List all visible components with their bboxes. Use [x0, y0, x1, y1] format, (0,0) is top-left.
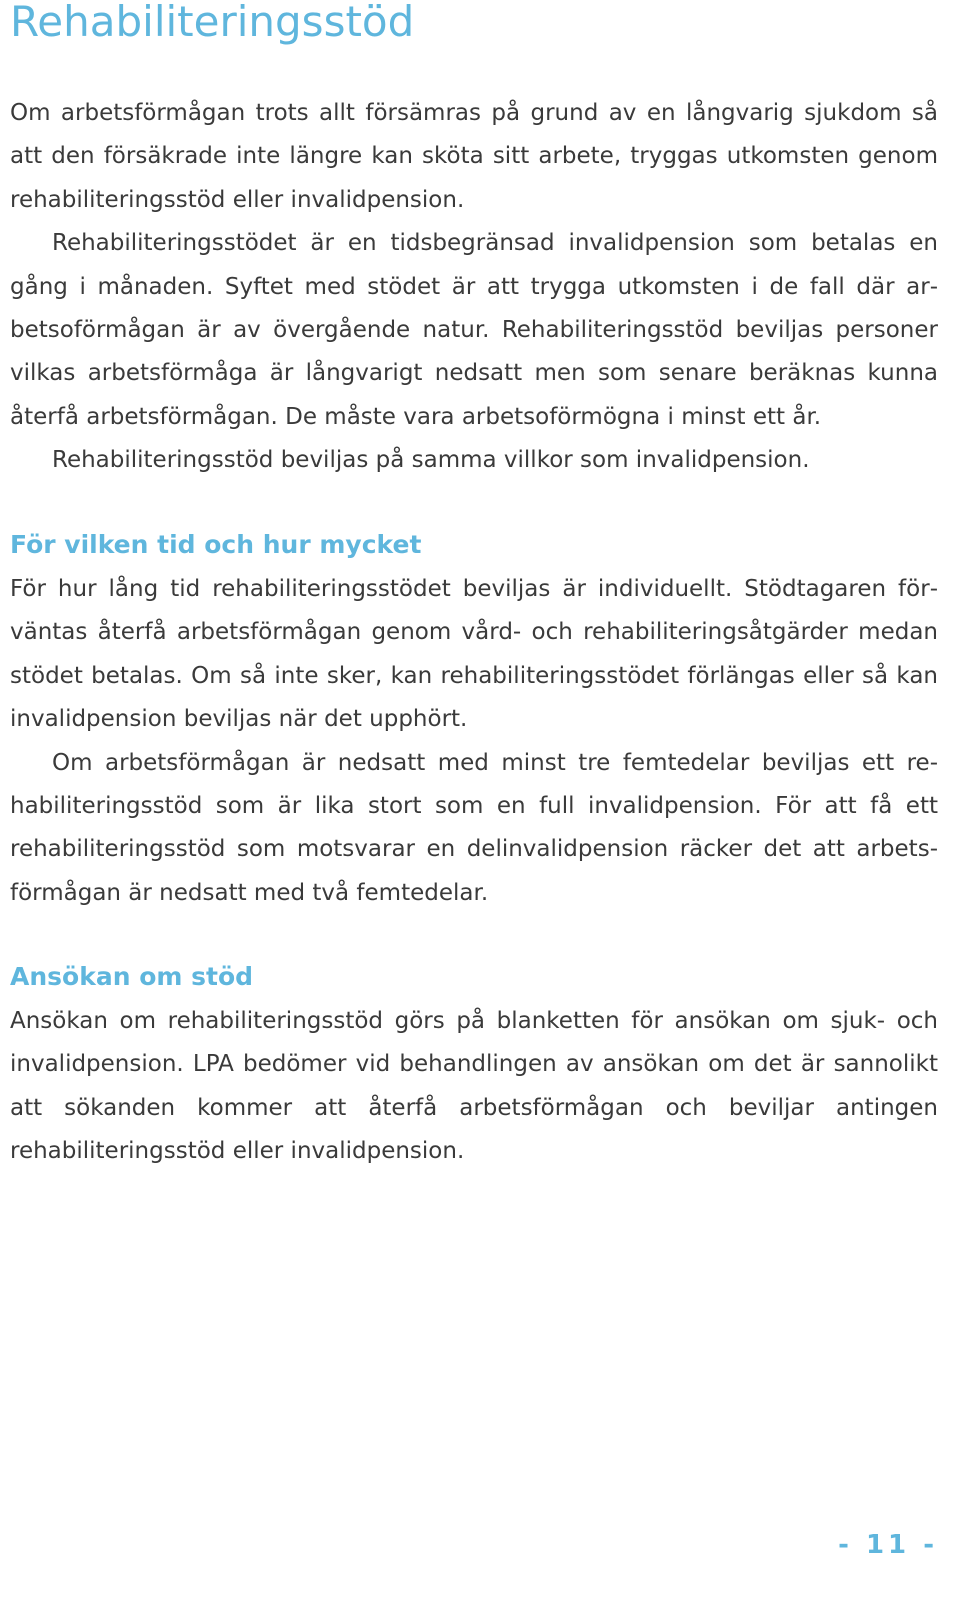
application-paragraph-1: Ansökan om rehabiliteringsstöd görs på blanketten för ansökan om sjuk- och invalidpension. LPA bedömer vid behandlingen av ansökan om det är sannolikt att sökanden kommer att återfå arbetsförmågan och beviljar antingen rehabiliteringsstöd eller invalidpension. [10, 1008, 938, 1165]
duration-heading: För vilken tid och hur mycket [10, 530, 422, 559]
application-section [10, 962, 938, 1174]
intro-paragraph-1: Om arbetsförmågan trots allt försämras på grund av en långvarig sjukdom så att den försäkrade inte längre kan sköta sitt arbete, tryggas utkomsten genom rehabiliteringsstöd eller invalidpension. [10, 100, 938, 213]
page-number: - 11 - [838, 1530, 938, 1560]
intro-section [10, 92, 938, 483]
application-heading: Ansökan om stöd [10, 962, 254, 991]
intro-paragraph-2: Rehabiliteringsstödet är en tidsbegränsad invalidpension som betalas en gång i månaden. Syftet med stödet är att trygga utkomsten i de fall där arbetsoförmågan är av övergående natur. Rehabiliteringsstöd beviljas personer vilkas arbetsförmåga är långvarigt nedsatt men som senare beräknas kunna återfå arbetsförmågan. De måste vara arbetsoförmögna i minst ett år. [10, 230, 938, 430]
intro-paragraph-3: Rehabiliteringsstöd beviljas på samma villkor som invalidpension. [52, 447, 810, 474]
duration-paragraph-1: För hur lång tid rehabiliteringsstödet beviljas är individuellt. Stödtagaren förväntas återfå arbetsförmågan genom vård- och rehabiliteringsåtgärder medan stödet betalas. Om så inte sker, kan rehabiliteringsstödet förlängas eller så kan invalidpension beviljas när det upphört. [10, 576, 938, 733]
duration-section [10, 530, 938, 915]
page-title: Rehabiliteringsstöd [10, 0, 415, 46]
duration-paragraph-2: Om arbetsförmågan är nedsatt med minst tre femtedelar beviljas ett rehabiliteringsstöd som är lika stort som en full invalidpension. För att få ett rehabiliteringsstöd som motsvarar en delinvalidpension räcker det att arbetsförmågan är nedsatt med två femtedelar. [10, 749, 938, 906]
